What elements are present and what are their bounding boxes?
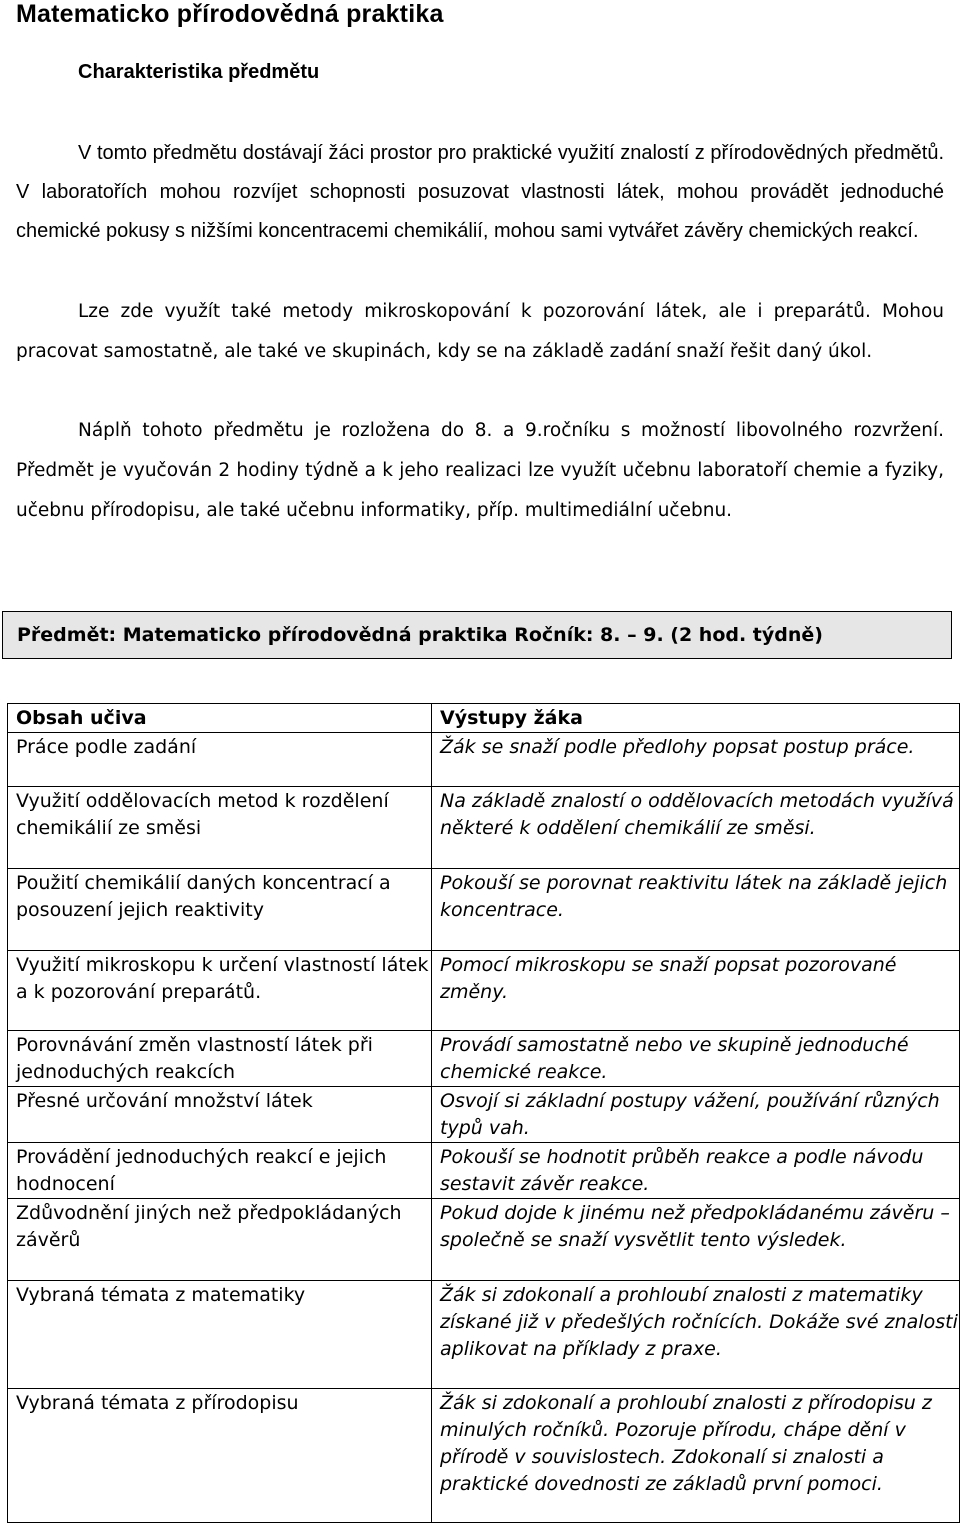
paragraph-methods: Lze zde využít také metody mikroskopování k pozorování látek, ale i preparátů. Mohou pracovat samostatně, ale také ve skupinách, kdy se na základě zadání snaží řešit daný úkol. [16,301,944,362]
document-title: Matematicko přírodovědná praktika [16,0,444,28]
content-cell: Zdůvodnění jiných než předpokládaných závěrů [8,1199,432,1281]
output-cell: Provádí samostatně nebo ve skupině jednoduché chemické reakce. [432,1031,960,1087]
content-cell: Využití mikroskopu k určení vlastností látek a k pozorování preparátů. [8,951,432,1031]
subject-header-bar: Předmět: Matematicko přírodovědná praktika Ročník: 8. – 9. (2 hod. týdně) [2,611,952,659]
content-cell: Využití oddělovacích metod k rozdělení chemikálií ze směsi [8,787,432,869]
table-row [8,787,960,869]
table-row [8,1031,960,1087]
output-cell: Na základě znalostí o oddělovacích metodách využívá některé k oddělení chemikálií ze směsi. [432,787,960,869]
output-cell: Pomocí mikroskopu se snaží popsat pozorované změny. [432,951,960,1031]
content-cell: Vybraná témata z matematiky [8,1281,432,1389]
output-cell: Pokouší se hodnotit průběh reakce a podle návodu sestavit závěr reakce. [432,1143,960,1199]
table-row [8,951,960,1031]
content-cell: Použití chemikálií daných koncentrací a posouzení jejich reaktivity [8,869,432,951]
table-row [8,1199,960,1281]
content-cell: Přesné určování množství látek [8,1087,432,1143]
curriculum-table [7,703,960,1523]
content-cell: Porovnávání změn vlastností látek při jednoduchých reakcích [8,1031,432,1087]
column-header-content: Obsah učiva [8,704,432,733]
content-cell: Vybraná témata z přírodopisu [8,1389,432,1523]
table-row [8,733,960,787]
content-cell: Práce podle zadání [8,733,432,787]
output-cell: Žák si zdokonalí a prohloubí znalosti z přírodopisu z minulých ročníků. Pozoruje přírodu, chápe dění v přírodě v souvislostech. Zdokonalí si znalosti a praktické dovednosti ze základů první pomoci. [432,1389,960,1523]
section-heading: Charakteristika předmětu [78,61,320,83]
table-row [8,1087,960,1143]
output-cell: Žák si zdokonalí a prohloubí znalosti z matematiky získané již v předešlých ročnících. Dokáže své znalosti aplikovat na příklady z praxe. [432,1281,960,1389]
output-cell: Pokouší se porovnat reaktivitu látek na základě jejich koncentrace. [432,869,960,951]
paragraph-characteristics: V tomto předmětu dostávají žáci prostor pro praktické využití znalostí z přírodovědných předmětů. V laboratořích mohou rozvíjet schopnosti posuzovat vlastnosti látek, mohou provádět jednoduché chemické pokusy s nižšími koncentracemi chemikálií, mohou sami vytvářet závěry chemických reakcí. [16,142,944,242]
column-header-outputs: Výstupy žáka [432,704,960,733]
table-row [8,1281,960,1389]
content-cell: Provádění jednoduchých reakcí e jejich hodnocení [8,1143,432,1199]
table-row [8,869,960,951]
table-row [8,1389,960,1523]
paragraph-schedule: Náplň tohoto předmětu je rozložena do 8. a 9.ročníku s možností libovolného rozvržení. Předmět je vyučován 2 hodiny týdně a k jeho realizaci lze využít učebnu laboratoří chemie a fyziky, učebnu přírodopisu, ale také učebnu informatiky, příp. multimediální učebnu. [16,420,944,521]
table-body [8,733,960,1523]
output-cell: Osvojí si základní postupy vážení, používání různých typů vah. [432,1087,960,1143]
output-cell: Žák se snaží podle předlohy popsat postup práce. [432,733,960,787]
table-row [8,1143,960,1199]
table-header-row [8,704,960,733]
output-cell: Pokud dojde k jinému než předpokládanému závěru – společně se snaží vysvětlit tento výsledek. [432,1199,960,1281]
